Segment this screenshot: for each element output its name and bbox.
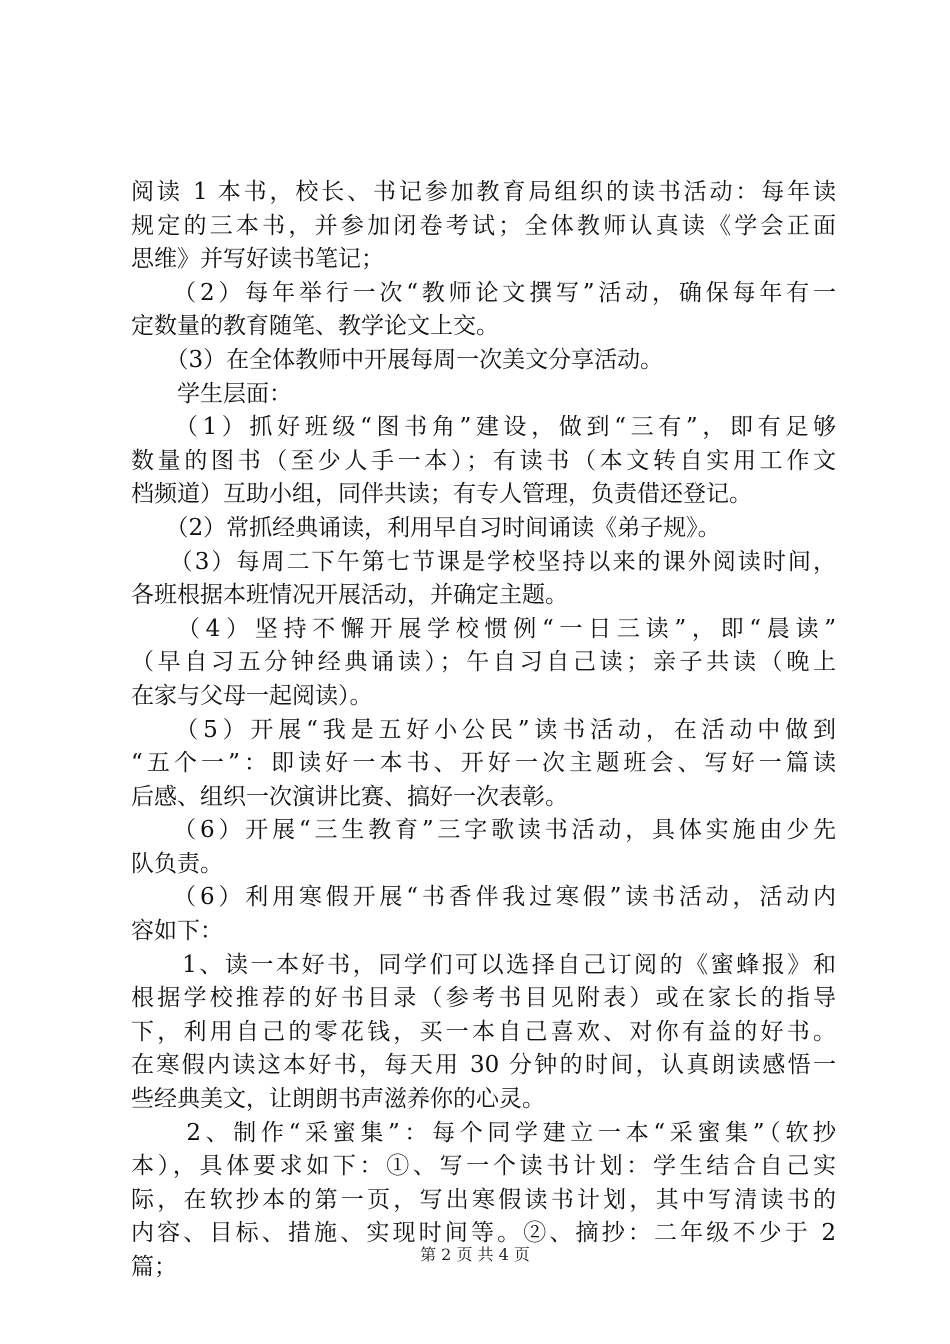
text-line: 档频道）互助小组，同伴共读；有专人管理，负责借还登记。 [131,481,752,508]
text-line: 些经典美文，让朗朗书声滋养你的心灵。 [131,1086,545,1113]
text-line: 际，在软抄本的第一页，写出寒假读书计划，其中写清读书的 [131,1186,836,1213]
text-line: 规定的三本书，并参加闭卷考试；全体教师认真读《学会正面 [131,212,836,239]
text-line: （4）坚持不懈开展学校惯例“一日三读”，即“晨读” [131,615,836,642]
text-line: （2）常抓经典诵读，利用早自习时间诵读《弟子规》。 [131,514,721,541]
text-line: 在寒假内读这本好书，每天用 30 分钟的时间，认真朗读感悟一 [131,1052,836,1079]
text-line: 后感、组织一次演讲比赛、搞好一次表彰。 [131,783,568,810]
text-line: 定数量的教育随笔、教学论文上交。 [131,313,499,340]
text-line: 2、制作“采蜜集”：每个同学建立一本“采蜜集”（软抄 [131,1119,836,1146]
text-line: 队负责。 [131,850,223,877]
text-line: （3）在全体教师中开展每周一次美文分享活动。 [131,346,664,373]
text-line: （6）利用寒假开展“书香伴我过寒假”读书活动，活动内 [131,884,836,911]
text-line: 本），具体要求如下：①、写一个读书计划：学生结合自己实 [131,1153,836,1180]
text-line: “五个一”：即读好一本书、开好一次主题班会、写好一篇读 [131,750,836,777]
document-body [131,176,836,1285]
text-line: （3）每周二下午第七节课是学校坚持以来的课外阅读时间， [131,548,836,575]
text-line: 思维》并写好读书笔记； [131,246,384,273]
text-line: 下，利用自己的零花钱，买一本自己喜欢、对你有益的好书。 [131,1018,836,1045]
text-line: （1）抓好班级“图书角”建设，做到“三有”，即有足够 [131,414,836,441]
text-line: 阅读 1 本书，校长、书记参加教育局组织的读书活动：每年读 [131,179,836,205]
text-line: （早自习五分钟经典诵读）；午自习自己读；亲子共读（晚上 [131,649,836,676]
text-line: 在家与父母一起阅读）。 [131,682,373,709]
text-line: 各班根据本班情况开展活动，并确定主题。 [131,582,568,609]
text-line: 篇； [131,1254,177,1280]
section-heading: 学生层面： [131,380,292,407]
text-line: 容如下： [131,918,223,945]
text-line: 内容、目标、措施、实现时间等。②、摘抄：二年级不少于 2 [131,1220,836,1247]
text-line: （5）开展“我是五好小公民”读书活动，在活动中做到 [131,716,836,743]
text-line: 根据学校推荐的好书目录（参考书目见附表）或在家长的指导 [131,985,836,1012]
text-line: 1、读一本好书，同学们可以选择自己订阅的《蜜蜂报》和 [131,951,836,978]
text-line: 数量的图书（至少人手一本）；有读书（本文转自实用工作文 [131,447,836,474]
text-line: （2）每年举行一次“教师论文撰写”活动，确保每年有一 [131,279,836,306]
text-line: （6）开展“三生教育”三字歌读书活动，具体实施由少先 [131,817,836,844]
page-footer: 第 2 页 共 4 页 [420,1245,530,1264]
